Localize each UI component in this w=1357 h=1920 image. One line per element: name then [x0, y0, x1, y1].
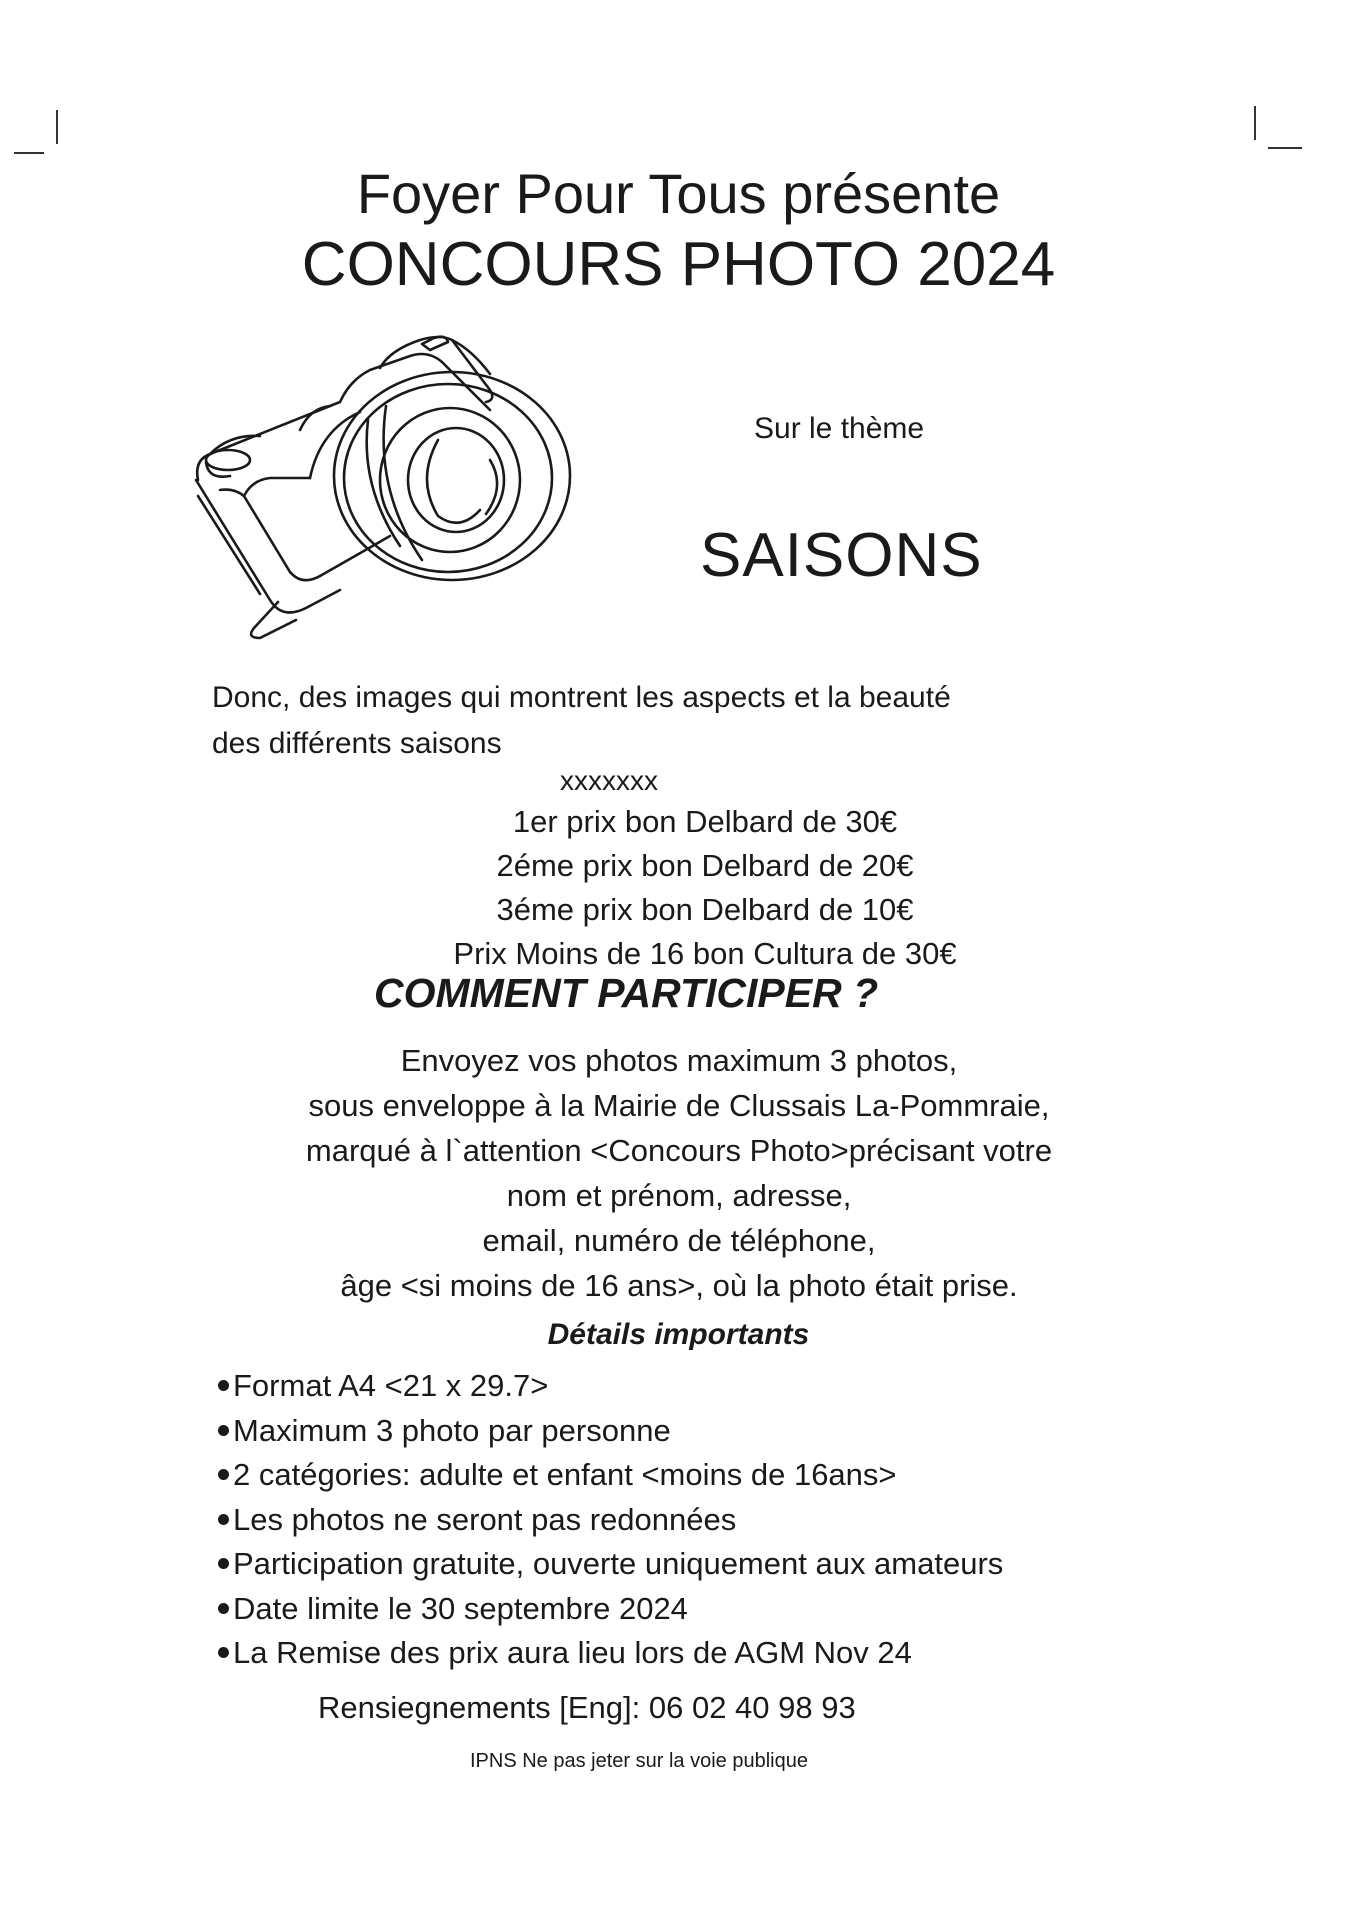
details-list	[218, 1364, 1003, 1676]
instruction-line: nom et prénom, adresse,	[506, 1178, 852, 1213]
poster-title	[0, 160, 1357, 302]
bullet-icon	[218, 1603, 229, 1614]
title-presenter: Foyer Pour Tous présente	[356, 162, 1001, 225]
theme-label: Sur le thème	[754, 412, 925, 445]
crop-mark-top-right-horizontal	[1268, 147, 1302, 149]
title-contest: CONCOURS PHOTO 2024	[301, 230, 1056, 299]
details-item: Maximum 3 photo par personne	[218, 1409, 1003, 1454]
separator: xxxxxxx	[560, 765, 658, 796]
details-item: 2 catégories: adulte et enfant <moins de 16ans>	[218, 1453, 1003, 1498]
details-item: La Remise des prix aura lieu lors de AGM Nov 24	[218, 1631, 1003, 1676]
details-item: Participation gratuite, ouverte uniquement aux amateurs	[218, 1542, 1003, 1587]
instruction-line: âge <si moins de 16 ans>, où la photo était prise.	[340, 1268, 1018, 1303]
instruction-line: sous enveloppe à la Mairie de Clussais La-Pommraie,	[308, 1088, 1050, 1123]
crop-mark-top-left-vertical	[56, 110, 58, 144]
instruction-line: Envoyez vos photos maximum 3 photos,	[400, 1043, 958, 1078]
prize-item: Prix Moins de 16 bon Cultura de 30€	[453, 936, 957, 971]
instruction-line: email, numéro de téléphone,	[482, 1223, 876, 1258]
bullet-icon	[218, 1469, 229, 1480]
crop-mark-top-right-vertical	[1254, 106, 1256, 140]
theme-value: SAISONS	[700, 521, 983, 590]
footer-note: IPNS Ne pas jeter sur la voie publique	[470, 1750, 808, 1772]
bullet-icon	[218, 1514, 229, 1525]
bullet-icon	[218, 1558, 229, 1569]
how-to-title: COMMENT PARTICIPER ?	[374, 970, 879, 1016]
intro-line: Donc, des images qui montrent les aspects et la beauté	[212, 681, 951, 714]
how-to-instructions	[212, 1038, 1146, 1308]
bullet-icon	[218, 1380, 229, 1391]
details-title: Détails importants	[547, 1318, 810, 1351]
details-item: Les photos ne seront pas redonnées	[218, 1498, 1003, 1543]
prize-item: 1er prix bon Delbard de 30€	[512, 804, 898, 839]
details-item: Date limite le 30 septembre 2024	[218, 1587, 1003, 1632]
camera-line-drawing-icon	[190, 310, 610, 650]
instruction-line: marqué à l`attention <Concours Photo>précisant votre	[305, 1133, 1053, 1168]
intro-text	[212, 675, 1162, 767]
prize-list	[405, 800, 1005, 976]
intro-line: des différents saisons	[212, 727, 502, 760]
bullet-icon	[218, 1647, 229, 1658]
crop-mark-top-left-horizontal	[14, 152, 44, 154]
bullet-icon	[218, 1425, 229, 1436]
prize-item: 3éme prix bon Delbard de 10€	[496, 892, 914, 927]
details-item: Format A4 <21 x 29.7>	[218, 1364, 1003, 1409]
contact-info: Rensiegnements [Eng]: 06 02 40 98 93	[318, 1690, 856, 1725]
prize-item: 2éme prix bon Delbard de 20€	[496, 848, 914, 883]
